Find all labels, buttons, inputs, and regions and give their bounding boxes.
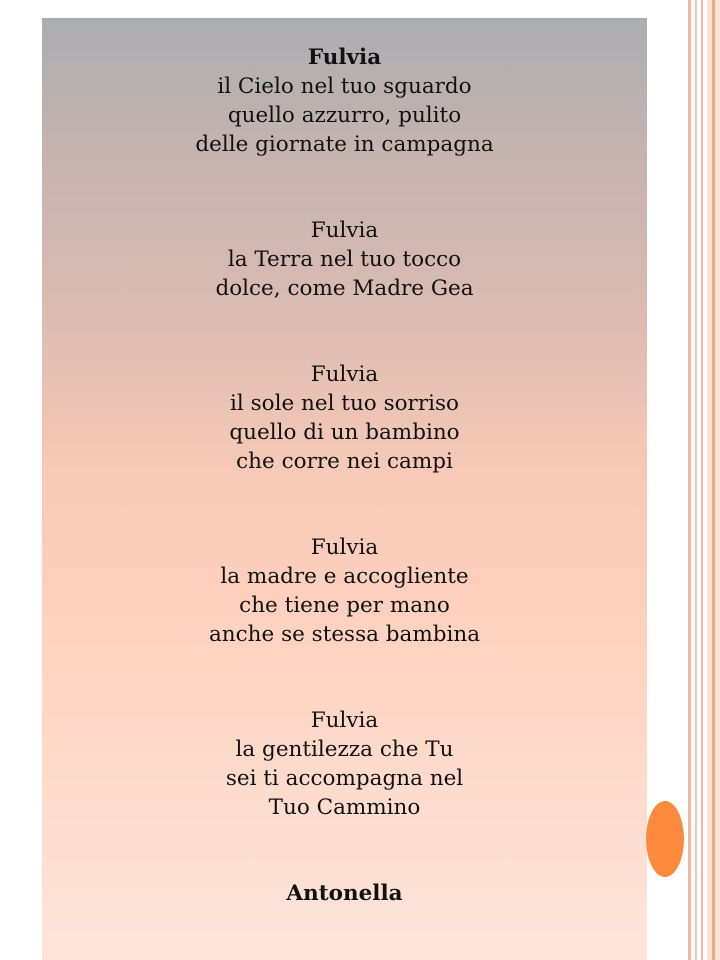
stanza-1 [42,43,647,159]
poem-line: il sole nel tuo sorriso [230,391,459,416]
stanza-4 [42,533,647,649]
poem-line: che tiene per mano [239,593,450,618]
poem-line: dolce, come Madre Gea [215,276,474,301]
stanza-title: Fulvia [310,362,379,387]
poem-line: che corre nei campi [236,449,453,474]
poem-line: la madre e accogliente [220,564,469,589]
poem-line: quello azzurro, pulito [227,103,462,128]
poem-panel [42,18,647,960]
stanza-title: Fulvia [310,218,379,243]
poem-line: sei ti accompagna nel [225,766,464,791]
poem-line: delle giornate in campagna [195,132,494,157]
poem-line: anche se stessa bambina [208,622,481,647]
stanza-3 [42,360,647,476]
poem-line: il Cielo nel tuo sguardo [217,74,472,99]
poem [42,43,647,908]
stanza-title: Fulvia [307,45,382,70]
decorative-oval [646,801,684,877]
stanza-title: Fulvia [310,535,379,560]
stanza-2 [42,216,647,303]
poem-line: quello di un bambino [229,420,460,445]
poem-line: la gentilezza che Tu [235,737,454,762]
border-stripe [695,0,697,960]
poem-signature: Antonella [286,881,403,906]
stanza-5 [42,706,647,822]
poem-line: la Terra nel tuo tocco [227,247,462,272]
poem-line: Tuo Cammino [268,795,421,820]
stanza-title: Fulvia [310,708,379,733]
border-stripe [712,0,715,960]
border-stripe [701,0,703,960]
border-stripe [688,0,691,960]
